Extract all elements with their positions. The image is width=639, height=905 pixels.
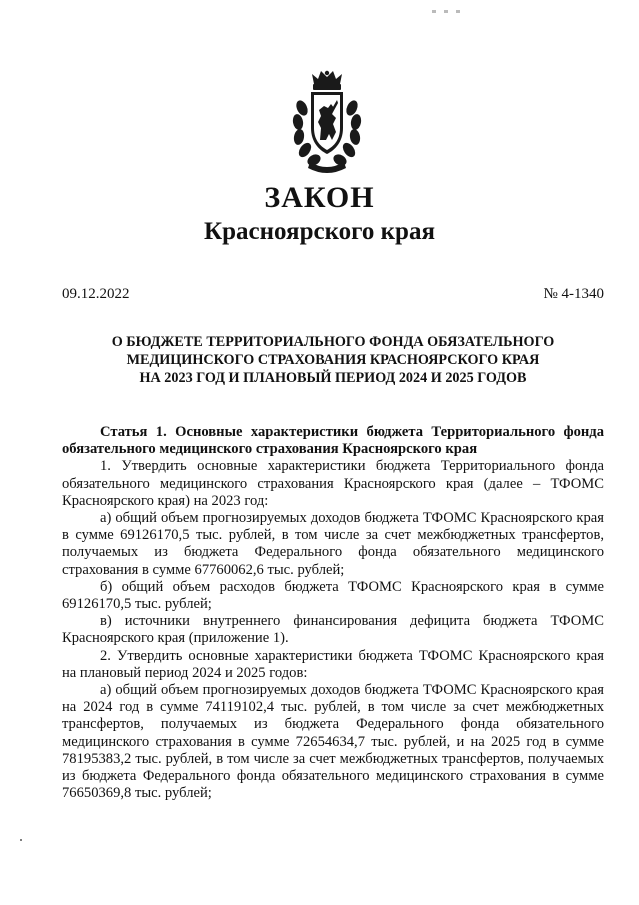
document-number: № 4-1340 bbox=[543, 286, 604, 302]
law-heading-line: МЕДИЦИНСКОГО СТРАХОВАНИЯ КРАСНОЯРСКОГО КРАЯ bbox=[126, 352, 540, 368]
scan-speck bbox=[20, 839, 22, 841]
paragraph: б) общий объем расходов бюджета ТФОМС Красноярского края в сумме 69126170,5 тыс. рублей; bbox=[62, 578, 604, 613]
document-subtitle: Красноярского края bbox=[204, 218, 435, 245]
article-title: Статья 1. Основные характеристики бюджета Территориального фонда обязательного медицинского страхования Красноярского края bbox=[62, 424, 604, 458]
document-title: ЗАКОН bbox=[264, 181, 375, 214]
law-heading bbox=[62, 333, 604, 387]
paragraph: 1. Утвердить основные характеристики бюджета Территориального фонда обязательного медицинского страхования Красноярского края (далее – ТФОМС Красноярского края) на 2023 год: bbox=[62, 458, 604, 509]
paragraph: в) источники внутреннего финансирования дефицита бюджета ТФОМС Красноярского края (приложение 1). bbox=[62, 613, 604, 647]
coat-of-arms-icon bbox=[290, 70, 364, 176]
paragraph: а) общий объем прогнозируемых доходов бюджета ТФОМС Красноярского края на 2024 год в сумме 74119102,4 тыс. рублей, в том числе за счет межбюджетных трансфертов, получаемых из бюджета Федерального фонда обязательного медицинского страхования в сумме 72654634,7 тыс. рублей, и на 2025 год в сумме 78195383,2 тыс. рублей, в том числе за счет межбюджетных трансфертов, получаемых из бюджета Федерального фонда обязательного медицинского страхования в сумме 76650369,8 тыс. рублей; bbox=[62, 682, 604, 802]
document-date: 09.12.2022 bbox=[62, 286, 130, 302]
paragraph: 2. Утвердить основные характеристики бюджета ТФОМС Красноярского края на плановый период 2024 и 2025 годов: bbox=[62, 647, 604, 681]
scan-artifact bbox=[432, 0, 472, 3]
law-heading-line: О БЮДЖЕТЕ ТЕРРИТОРИАЛЬНОГО ФОНДА ОБЯЗАТЕЛЬНОГО bbox=[111, 334, 555, 350]
document-body bbox=[62, 424, 604, 802]
law-heading-line: НА 2023 ГОД И ПЛАНОВЫЙ ПЕРИОД 2024 И 2025 ГОДОВ bbox=[139, 370, 527, 386]
paragraph: а) общий объем прогнозируемых доходов бюджета ТФОМС Красноярского края в сумме 69126170,5 тыс. рублей, в том числе за счет межбюджетных трансфертов, получаемых из бюджета Федерального фонда обязательного медицинского страхования в сумме 67760062,6 тыс. рублей; bbox=[62, 510, 604, 578]
